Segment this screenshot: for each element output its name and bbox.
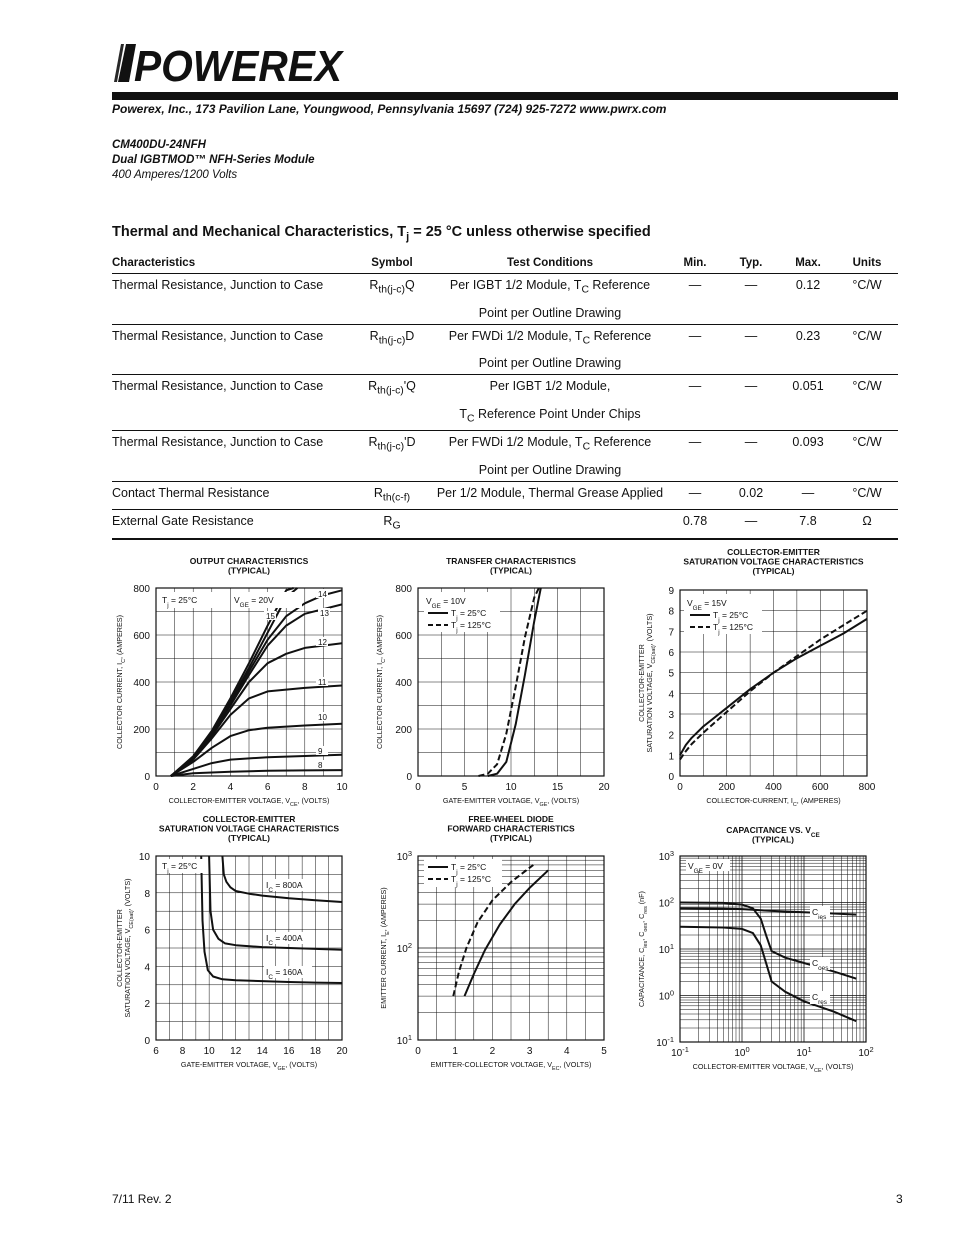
chart-annotation: $T_j = 25^\circ C$: [162, 595, 198, 609]
y-tick-label: 0: [406, 772, 412, 783]
curve-label: 12: [318, 638, 327, 647]
chart-title-2: FORWARD CHARACTERISTICS: [447, 823, 575, 834]
cell-condition: Per IGBT 1/2 Module,: [489, 379, 611, 393]
cell-max: 0.23: [795, 328, 821, 343]
x-tick-label: 0: [677, 782, 683, 793]
y-tick-label: 800: [395, 584, 412, 595]
curve-label: $C_{ies}$: [812, 907, 827, 921]
diode-forward-chart: [368, 812, 618, 1074]
cell-min: 0.78: [668, 510, 722, 539]
x-tick-label: $10^1$: [796, 1044, 812, 1059]
x-tick-label: 6: [153, 1046, 159, 1057]
powerex-logo: [112, 40, 344, 86]
cell-condition: [432, 510, 668, 539]
y-tick-label: 0: [144, 1036, 150, 1047]
y-tick-label: 600: [133, 631, 150, 642]
chart-subtitle: (TYPICAL): [489, 833, 533, 843]
y-tick-label: 2: [668, 730, 674, 742]
col-header: Max.: [780, 254, 836, 274]
y-tick-label: 5: [668, 668, 674, 680]
y-tick-label: $10^0$: [658, 988, 674, 1003]
x-axis-label: COLLECTOR-EMITTER VOLTAGE, $V_{CE}$, (VOLTS): [692, 1062, 854, 1074]
cell-condition: Per FWDi 1/2 Module, $T_C$ Reference: [448, 435, 652, 453]
footer-revision: 7/11 Rev. 2: [112, 1192, 172, 1206]
table-row-cont: [112, 403, 898, 431]
x-tick-label: 3: [526, 1046, 533, 1057]
y-tick-label: 4: [144, 962, 150, 974]
y-tick-label: 400: [395, 678, 412, 689]
y-tick-label: 200: [133, 725, 150, 736]
chart-subtitle: (TYPICAL): [489, 565, 533, 576]
cell-max: 7.8: [780, 510, 836, 539]
chart-annotation: $V_{GE} = 15V$: [687, 598, 727, 612]
company-address: Powerex, Inc., 173 Pavilion Lane, Youngwood, Pennsylvania 15697 (724) 925-7272 www.pwrx.com: [112, 102, 667, 116]
cell-units: °C/W: [852, 328, 882, 343]
table-header-row: [112, 254, 898, 274]
x-tick-label: 0: [415, 1046, 421, 1057]
x-axis-label: COLLECTOR-CURRENT, $I_C$, (AMPERES): [706, 796, 841, 808]
part-description: Dual IGBTMOD™ NFH-Series Module: [112, 154, 315, 166]
y-tick-label: 10: [138, 852, 150, 863]
col-header: Units: [836, 254, 898, 274]
y-axis-label: COLLECTOR-EMITTER: [637, 644, 646, 722]
col-header: Typ.: [722, 254, 780, 274]
cell-characteristic: Thermal Resistance, Junction to Case: [112, 328, 324, 343]
y-tick-label: 400: [133, 678, 150, 689]
cell-characteristic: Thermal Resistance, Junction to Case: [112, 379, 324, 393]
x-tick-label: 600: [811, 782, 829, 793]
cell-symbol: $R_{th(c-f)}$: [352, 481, 432, 510]
chart-annotation: $T_j = 25^\circ C$: [451, 862, 487, 876]
y-axis-label: COLLECTOR CURRENT, $I_C$, (AMPERES): [115, 615, 127, 749]
chart-title: CAPACITANCE VS. $V_{CE}$: [726, 825, 820, 839]
y-tick-label: 1: [668, 751, 674, 763]
y-tick-label: 200: [395, 725, 412, 736]
section-title: Thermal and Mechanical Characteristics, $T_j = 25$ °C unless otherwise specified: [112, 224, 651, 243]
part-rating: 400 Amperes/1200 Volts: [112, 169, 238, 181]
y-tick-label: 7: [668, 627, 674, 639]
cell-typ: —: [744, 379, 758, 393]
cell-typ: —: [744, 278, 758, 292]
x-tick-label: 20: [598, 782, 610, 793]
curve-label: 11: [318, 678, 327, 687]
y-tick-label: 9: [668, 586, 674, 597]
x-tick-label: 16: [283, 1046, 295, 1057]
cell-max: 0.12: [795, 278, 821, 292]
chart-subtitle: (TYPICAL): [752, 566, 795, 576]
logo-text: POWEREX: [134, 42, 344, 86]
table-row: [112, 375, 898, 403]
y-tick-label: $10^2$: [396, 940, 412, 955]
chart-subtitle: (TYPICAL): [751, 834, 795, 845]
curve-label: 15: [266, 612, 275, 621]
y-tick-label: $10^{-1}$: [656, 1034, 674, 1049]
x-tick-label: 6: [264, 782, 271, 793]
table-row-cont: [112, 459, 898, 482]
chart-annotation: $T_j = 125^\circ C$: [451, 874, 492, 888]
col-header: Test Conditions: [432, 254, 668, 274]
y-tick-label: 3: [668, 710, 674, 721]
thermal-characteristics-table: [112, 254, 898, 540]
cell-symbol: $R_{th(j-c)}Q$: [369, 278, 415, 296]
table-row-cont: [112, 352, 898, 375]
y-axis-label: EMITTER CURRENT, $I_E$, (AMPERES): [379, 887, 391, 1009]
curve-label: 9: [318, 747, 323, 756]
cell-symbol: $R_G$: [352, 510, 432, 539]
x-tick-label: 8: [179, 1046, 186, 1057]
chart-annotation: $V_{GE} = 10V$: [426, 596, 466, 610]
capacitance-chart: [630, 820, 890, 1074]
curve-label: $I_C = 800A$: [266, 880, 303, 894]
chart-title: COLLECTOR-EMITTER: [727, 547, 820, 557]
x-tick-label: 12: [230, 1046, 242, 1057]
cell-condition-2: Point per Outline Drawing: [432, 459, 668, 482]
y-tick-label: 2: [144, 999, 150, 1011]
x-tick-label: 4: [227, 782, 234, 793]
y-axis-label: COLLECTOR-EMITTER: [115, 909, 124, 987]
y-tick-label: 800: [133, 584, 150, 595]
chart-annotation: $T_j = 125^\circ C$: [451, 620, 492, 634]
series-line: [171, 770, 342, 776]
curve-label: $I_C = 160A$: [266, 967, 303, 981]
chart-subtitle: (TYPICAL): [227, 833, 271, 843]
y-axis-label-2: SATURATION VOLTAGE, $V_{CE(sat)}$, (VOLTS): [123, 878, 135, 1018]
chart-title: TRANSFER CHARACTERISTICS: [446, 556, 576, 566]
curve-label: 10: [318, 713, 327, 722]
col-header: Characteristics: [112, 254, 352, 274]
x-tick-label: $10^{-1}$: [671, 1044, 689, 1059]
chart-annotation: $T_j = 25^\circ C$: [451, 608, 487, 622]
cell-units: °C/W: [852, 435, 882, 449]
y-tick-label: $10^3$: [396, 848, 412, 863]
series-line: [465, 870, 549, 996]
x-tick-label: 15: [551, 782, 564, 793]
x-axis-label: GATE-EMITTER VOLTAGE, $V_{GE}$, (VOLTS): [180, 1060, 318, 1072]
table-row: [112, 274, 898, 302]
y-tick-label: 6: [668, 648, 674, 659]
table-row: [112, 510, 898, 539]
x-tick-label: 800: [858, 782, 876, 793]
transfer-characteristics-chart: [368, 548, 618, 810]
curve-label: 13: [320, 609, 329, 618]
cell-characteristic: External Gate Resistance: [112, 510, 352, 539]
cell-symbol: $R_{th(j-c)}'Q$: [368, 379, 416, 397]
cell-min: —: [688, 328, 702, 343]
x-axis-label: COLLECTOR-EMITTER VOLTAGE, $V_{CE}$, (VOLTS): [168, 796, 330, 808]
x-tick-label: 400: [765, 782, 782, 793]
x-tick-label: 0: [415, 782, 421, 793]
cell-condition-2: Point per Outline Drawing: [432, 352, 668, 375]
cell-min: —: [688, 435, 702, 449]
chart-title: FREE-WHEEL DIODE: [468, 814, 554, 824]
cell-min: —: [688, 278, 702, 292]
table-row-cont: [112, 302, 898, 325]
x-tick-label: 10: [336, 782, 348, 793]
y-tick-label: 0: [668, 772, 674, 783]
x-axis-label: EMITTER-COLLECTOR VOLTAGE, $V_{EC}$, (VOLTS): [430, 1060, 592, 1072]
cell-units: °C/W: [836, 481, 898, 510]
part-info: [112, 138, 315, 183]
cell-condition-2: $T_C$ Reference Point Under Chips: [432, 403, 668, 431]
chart-annotation: $V_{GE} = 20V$: [234, 595, 274, 609]
x-tick-label: $10^0$: [734, 1044, 750, 1059]
x-tick-label: 14: [256, 1046, 268, 1057]
cell-min: —: [668, 481, 722, 510]
x-tick-label: 10: [203, 1046, 215, 1057]
y-axis-label: CAPACITANCE, $C_{ies}$, $C_{oes}$, $C_{res}$ (nF): [637, 891, 649, 1007]
curve-label: $C_{oes}$: [812, 958, 829, 972]
y-tick-label: 8: [144, 888, 150, 900]
cell-typ: —: [744, 328, 758, 343]
x-tick-label: 1: [452, 1046, 458, 1057]
cell-characteristic: Contact Thermal Resistance: [112, 481, 352, 510]
chart-annotation: $T_j = 125^\circ C$: [713, 622, 754, 636]
x-tick-label: 2: [190, 782, 196, 793]
cell-typ: 0.02: [722, 481, 780, 510]
y-tick-label: 6: [144, 925, 150, 937]
x-tick-label: 2: [489, 1046, 496, 1057]
x-tick-label: 8: [302, 782, 308, 793]
y-tick-label: 8: [668, 606, 674, 618]
curve-label: 8: [318, 761, 323, 770]
curve-label: 14: [318, 590, 327, 599]
x-tick-label: 18: [309, 1046, 321, 1057]
x-tick-label: 200: [718, 782, 736, 793]
y-axis-label: COLLECTOR CURRENT, $I_C$, (AMPERES): [375, 615, 387, 749]
y-tick-label: $10^3$: [658, 848, 674, 863]
x-tick-label: $10^2$: [858, 1044, 874, 1059]
chart-title-2: SATURATION VOLTAGE CHARACTERISTICS: [158, 823, 340, 834]
curve-label: $C_{res}$: [812, 992, 827, 1006]
chart-title: COLLECTOR-EMITTER: [202, 814, 296, 824]
cell-units: °C/W: [852, 379, 882, 393]
cell-min: —: [688, 379, 702, 393]
output-characteristics-chart: [108, 548, 358, 810]
cell-condition: Per IGBT 1/2 Module, $T_C$ Reference: [449, 278, 651, 296]
cell-units: Ω: [836, 510, 898, 539]
header-rule: [112, 92, 898, 100]
cell-typ: —: [744, 435, 758, 449]
y-tick-label: 0: [144, 772, 150, 783]
x-axis-label: GATE-EMITTER VOLTAGE, $V_{GE}$, (VOLTS): [442, 796, 580, 808]
cell-max: —: [780, 481, 836, 510]
x-tick-label: 10: [505, 782, 517, 793]
y-tick-label: $10^1$: [396, 1032, 412, 1047]
cell-max: 0.093: [792, 435, 824, 449]
cell-characteristic: Thermal Resistance, Junction to Case: [112, 278, 324, 292]
cell-max: 0.051: [792, 379, 824, 393]
cell-typ: —: [722, 510, 780, 539]
chart-annotation: $T_j = 25^\circ C$: [162, 861, 198, 875]
chart-annotation: $T_j = 25^\circ C$: [713, 610, 749, 624]
saturation-vs-gate-voltage-chart: [108, 812, 358, 1074]
y-tick-label: 600: [395, 631, 412, 642]
footer-page-number: 3: [896, 1192, 903, 1206]
col-header: Symbol: [352, 254, 432, 274]
part-number: CM400DU-24NFH: [112, 139, 206, 151]
x-tick-label: 20: [336, 1046, 348, 1057]
cell-condition-2: Point per Outline Drawing: [432, 302, 668, 325]
curve-label: $I_C = 400A$: [266, 933, 303, 947]
chart-subtitle: (TYPICAL): [227, 565, 271, 576]
cell-characteristic: Thermal Resistance, Junction to Case: [112, 435, 324, 449]
x-tick-label: 0: [153, 782, 159, 793]
cell-units: °C/W: [852, 278, 882, 292]
x-tick-label: 4: [564, 1046, 570, 1057]
table-row: [112, 431, 898, 459]
y-tick-label: $10^1$: [658, 941, 674, 956]
saturation-vs-current-chart: [630, 546, 890, 810]
chart-annotation: $V_{GE} = 0V$: [688, 861, 723, 875]
cell-condition: Per 1/2 Module, Thermal Grease Applied: [432, 481, 668, 510]
x-tick-label: 5: [601, 1046, 607, 1057]
cell-symbol: $R_{th(j-c)}'D$: [368, 435, 416, 453]
y-axis-label-2: SATURATION VOLTAGE, $V_{CE(sat)}$, (VOLTS): [645, 613, 657, 753]
cell-symbol: $R_{th(j-c)}D$: [369, 328, 415, 346]
cell-condition: Per FWDi 1/2 Module, $T_C$ Reference: [448, 328, 652, 346]
x-tick-label: 5: [461, 782, 468, 793]
chart-title: OUTPUT CHARACTERISTICS: [189, 556, 309, 566]
table-row: [112, 324, 898, 352]
col-header: Min.: [668, 254, 722, 274]
y-tick-label: $10^2$: [658, 895, 674, 910]
table-row: [112, 481, 898, 510]
chart-title-2: SATURATION VOLTAGE CHARACTERISTICS: [683, 556, 864, 567]
y-tick-label: 4: [668, 689, 674, 701]
